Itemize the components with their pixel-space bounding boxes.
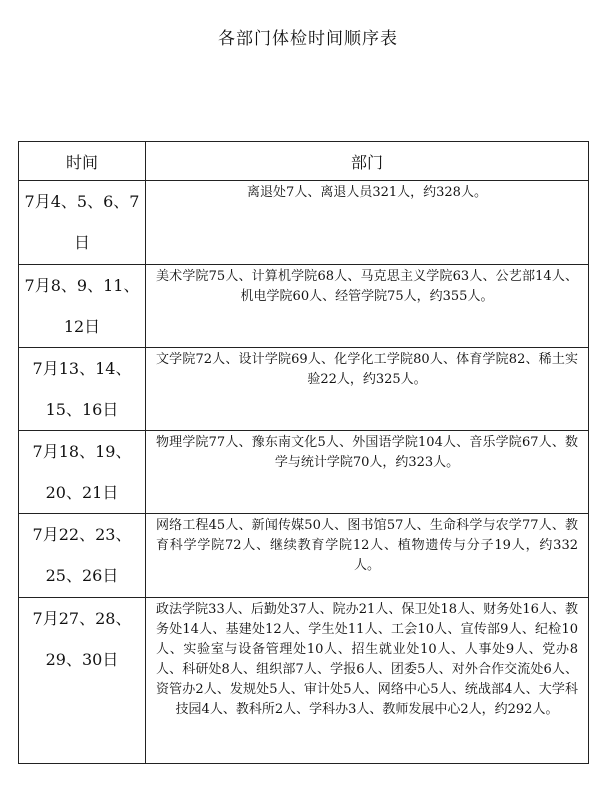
table-row [19, 265, 589, 348]
header-department: 部门 [146, 142, 589, 181]
header-time: 时间 [19, 142, 146, 181]
time-cell: 7月27、28、29、30日 [19, 598, 146, 764]
department-cell: 政法学院33人、后勤处37人、院办21人、保卫处18人、财务处16人、教务处14人、基建处12人、学生处11人、工会10人、宣传部9人、纪检10人、实验室与设备管理处10人、招生就业处10人、人事处9人、党办8人、科研处8人、组织部7人、学报6人、团委5人、对外合作交流处6人、资管办2人、发规处5人、审计处5人、网络中心5人、统战部4人、大学科技园4人、教科所2人、学科办3人、教师发展中心2人，约292人。 [146, 598, 589, 764]
department-cell: 离退处7人、离退人员321人，约328人。 [146, 181, 589, 265]
time-cell: 7月13、14、15、16日 [19, 348, 146, 431]
department-cell: 美术学院75人、计算机学院68人、马克思主义学院63人、公艺部14人、机电学院60人、经管学院75人，约355人。 [146, 265, 589, 348]
department-cell: 物理学院77人、豫东南文化5人、外国语学院104人、音乐学院67人、数学与统计学院70人，约323人。 [146, 431, 589, 514]
time-cell: 7月22、23、25、26日 [19, 514, 146, 598]
table-row [19, 348, 589, 431]
table-header-row [19, 142, 589, 181]
time-cell: 7月18、19、20、21日 [19, 431, 146, 514]
schedule-table [18, 141, 589, 764]
department-cell: 网络工程45人、新闻传媒50人、图书馆57人、生命科学与农学77人、教育科学学院72人、继续教育学院12人、植物遗传与分子19人，约332人。 [146, 514, 589, 598]
page-title: 各部门体检时间顺序表 [218, 29, 398, 49]
table-row [19, 431, 589, 514]
table-row [19, 514, 589, 598]
time-cell: 7月4、5、6、7日 [19, 181, 146, 265]
time-cell: 7月8、9、11、12日 [19, 265, 146, 348]
table-row [19, 181, 589, 265]
department-cell: 文学院72人、设计学院69人、化学化工学院80人、体育学院82、稀土实验22人，约325人。 [146, 348, 589, 431]
table-row [19, 598, 589, 764]
